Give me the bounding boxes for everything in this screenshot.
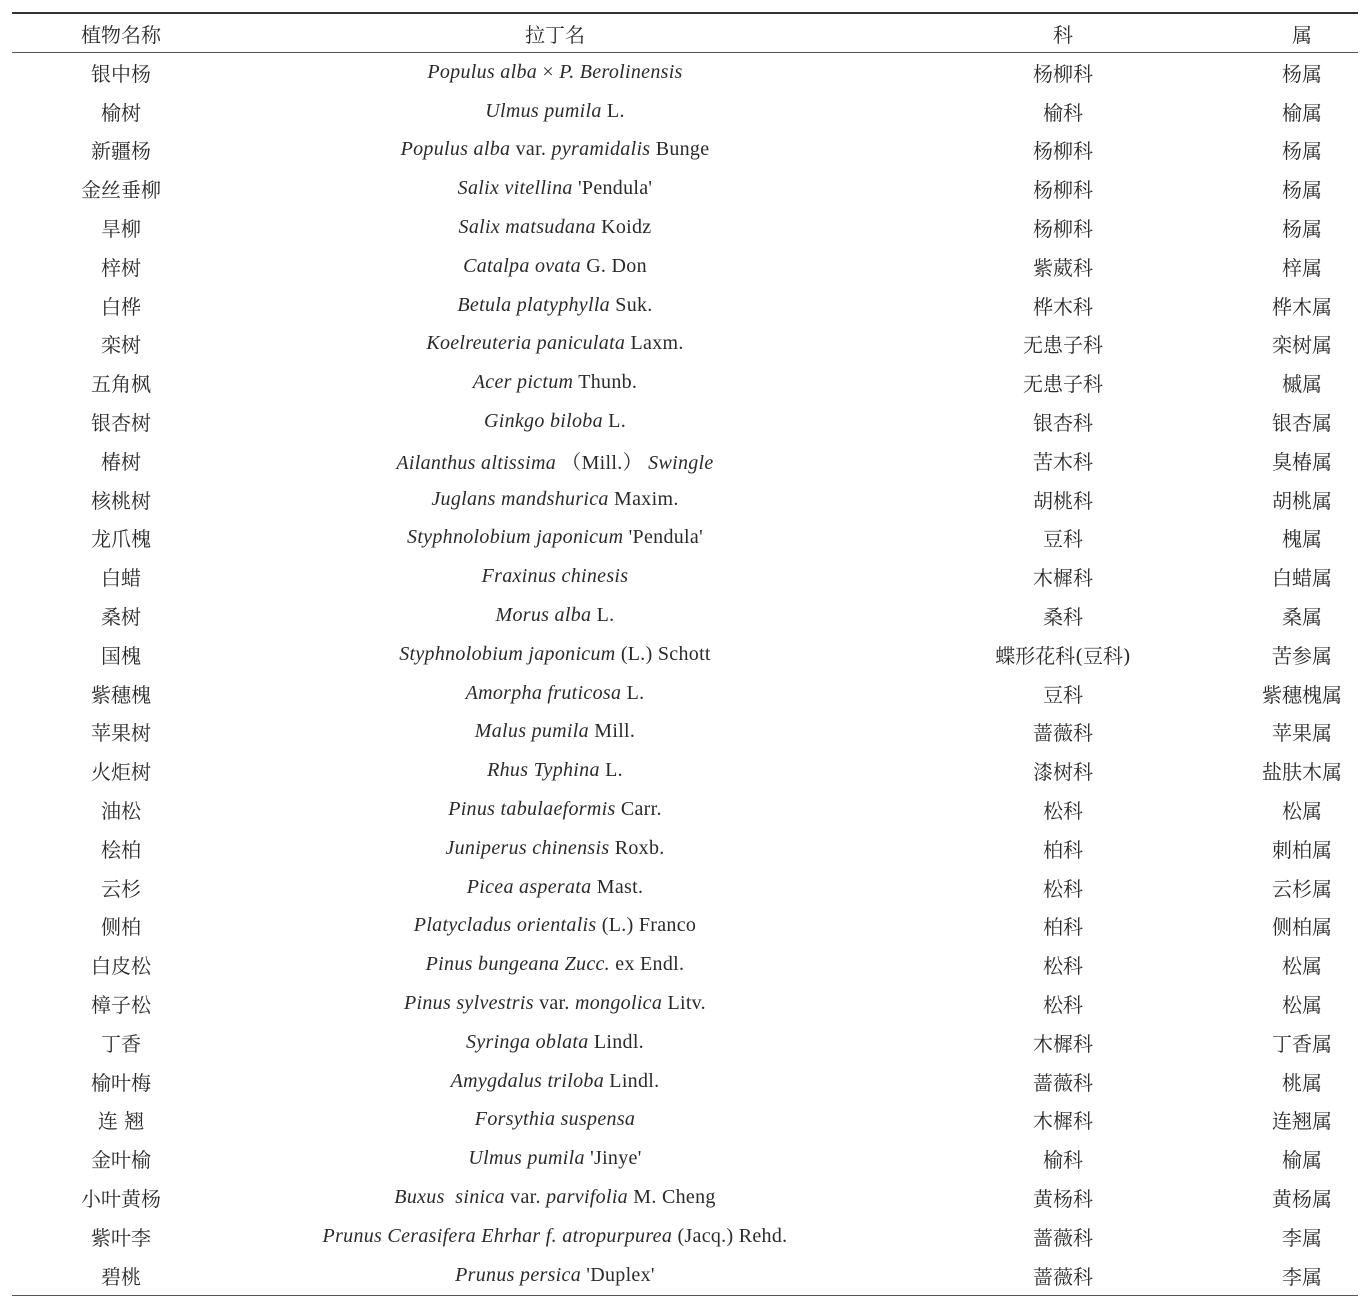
- genus-cell: 云杉属: [1272, 876, 1332, 901]
- plant-name-cell: 核桃树: [91, 488, 151, 513]
- genus-cell: 松属: [1282, 954, 1322, 979]
- plant-name-cell: 丁香: [101, 1031, 141, 1056]
- family-cell: 杨柳科: [1033, 217, 1093, 242]
- latin-italic-segment: parvifolia: [546, 1186, 628, 1208]
- plant-name-cell: 金叶榆: [91, 1148, 151, 1173]
- table-header: [12, 13, 1358, 53]
- plant-name-cell: 桑树: [101, 605, 141, 630]
- table-row: [12, 325, 1358, 364]
- table-row: [12, 596, 1358, 635]
- genus-cell: 丁香属: [1272, 1031, 1332, 1056]
- latin-name-cell: [230, 1101, 880, 1140]
- family-cell: 豆科: [1043, 527, 1083, 552]
- table-row: [12, 1178, 1358, 1217]
- latin-italic-segment: Syringa oblata: [466, 1030, 589, 1053]
- table-row: [12, 1062, 1358, 1101]
- table-row: [12, 286, 1358, 325]
- latin-name-cell: [230, 790, 880, 829]
- genus-cell: 黄杨属: [1272, 1187, 1332, 1211]
- genus-cell: 连翘属: [1272, 1109, 1332, 1134]
- family-cell: 榆科: [1043, 1148, 1083, 1173]
- latin-roman-segment: L.: [601, 99, 625, 122]
- table-row: [12, 1256, 1358, 1295]
- genus-cell: 胡桃属: [1272, 488, 1332, 513]
- latin-italic-segment: Juniperus chinensis: [445, 836, 610, 859]
- plant-name-cell: 连 翘: [97, 1109, 145, 1134]
- plant-name-cell: 侧柏: [101, 915, 141, 940]
- latin-italic-segment: Ailanthus altissima: [396, 451, 556, 474]
- latin-italic-segment: Picea asperata: [466, 875, 592, 898]
- latin-italic-segment: Salix vitellina: [457, 177, 573, 200]
- latin-roman-segment: ×: [537, 60, 560, 83]
- plant-name-cell: 苹果树: [91, 721, 151, 746]
- genus-cell: 白蜡属: [1272, 566, 1332, 591]
- latin-italic-segment: Populus alba: [400, 138, 511, 161]
- plant-name-cell: 银杏树: [91, 411, 151, 436]
- genus-cell: 李属: [1282, 1225, 1322, 1250]
- family-cell: 柏科: [1043, 915, 1083, 940]
- latin-roman-segment: 'Pendula': [623, 526, 703, 549]
- latin-name-cell: [230, 635, 880, 674]
- latin-roman-segment: (L.) Schott: [615, 642, 711, 665]
- latin-roman-segment: Litv.: [662, 992, 706, 1015]
- table-row: [12, 1101, 1358, 1140]
- family-cell: 木樨科: [1033, 566, 1093, 591]
- latin-name-cell: [230, 1217, 880, 1256]
- plant-name-cell: 龙爪槐: [91, 527, 151, 552]
- latin-roman-segment: Laxm.: [625, 332, 684, 355]
- table-row: [12, 713, 1358, 752]
- plant-name-cell: 旱柳: [101, 217, 141, 242]
- latin-name-cell: [230, 984, 880, 1023]
- genus-cell: 李属: [1282, 1264, 1322, 1289]
- table-row: [12, 131, 1358, 170]
- family-cell: 杨柳科: [1033, 178, 1093, 203]
- plant-name-cell: 白桦: [101, 294, 141, 319]
- latin-italic-segment: Amygdalus triloba: [450, 1069, 604, 1092]
- genus-cell: 苹果属: [1272, 721, 1332, 746]
- table-body: [12, 53, 1358, 1296]
- latin-roman-segment: 'Duplex': [581, 1263, 655, 1286]
- plant-name-cell: 椿树: [101, 449, 141, 474]
- latin-roman-segment: Lindl.: [604, 1069, 660, 1092]
- latin-name-cell: [230, 829, 880, 868]
- latin-roman-segment: 'Pendula': [572, 177, 653, 200]
- plant-name-cell: 五角枫: [91, 372, 151, 397]
- table-row: [12, 53, 1358, 92]
- family-cell: 无患子科: [1023, 333, 1103, 358]
- latin-italic-segment: Pinus bungeana Zucc.: [425, 953, 610, 976]
- genus-cell: 紫穗槐属: [1262, 682, 1342, 707]
- table-row: [12, 674, 1358, 713]
- genus-cell: 桃属: [1282, 1070, 1322, 1095]
- family-cell: 桦木科: [1033, 294, 1093, 319]
- plant-species-table: [12, 12, 1358, 1296]
- family-cell: 蔷薇科: [1033, 1070, 1093, 1095]
- table-row: [12, 519, 1358, 558]
- family-cell: 豆科: [1043, 682, 1083, 707]
- latin-name-cell: [230, 169, 880, 208]
- latin-italic-segment: P. Berolinensis: [559, 60, 683, 83]
- latin-roman-segment: L.: [621, 681, 645, 704]
- family-cell: 杨柳科: [1033, 139, 1093, 164]
- latin-roman-segment: Mill.: [588, 720, 636, 743]
- latin-roman-segment: M. Cheng: [627, 1186, 716, 1208]
- latin-italic-segment: Styphnolobium japonicum: [399, 642, 616, 665]
- latin-name-cell: [230, 441, 880, 480]
- latin-name-cell: [230, 1139, 880, 1178]
- table-row: [12, 868, 1358, 907]
- latin-italic-segment: Populus alba: [427, 60, 538, 83]
- family-cell: 松科: [1043, 799, 1083, 824]
- plant-name-cell: 云杉: [101, 876, 141, 901]
- family-cell: 松科: [1043, 954, 1083, 979]
- genus-cell: 盐肤木属: [1262, 760, 1342, 785]
- plant-name-cell: 新疆杨: [91, 139, 151, 164]
- latin-roman-segment: （Mill.）: [556, 451, 649, 474]
- table-row: [12, 557, 1358, 596]
- latin-name-cell: [230, 868, 880, 907]
- plant-name-cell: 碧桃: [101, 1264, 141, 1289]
- latin-italic-segment: Juglans mandshurica: [431, 487, 609, 510]
- latin-name-cell: [230, 945, 880, 984]
- latin-italic-segment: Buxus sinica: [394, 1186, 505, 1208]
- table-row: [12, 635, 1358, 674]
- table-row: [12, 984, 1358, 1023]
- latin-name-cell: [230, 1062, 880, 1101]
- table-row: [12, 907, 1358, 946]
- latin-roman-segment: Maxim.: [608, 487, 679, 510]
- family-cell: 木樨科: [1033, 1031, 1093, 1056]
- latin-roman-segment: G. Don: [580, 254, 647, 277]
- header-genus: 属: [1292, 22, 1312, 47]
- latin-roman-segment: ex Endl.: [609, 953, 685, 976]
- latin-italic-segment: Malus pumila: [474, 720, 589, 743]
- latin-italic-segment: Amorpha fruticosa: [465, 681, 622, 704]
- genus-cell: 臭椿属: [1272, 449, 1332, 474]
- latin-italic-segment: Betula platyphylla: [457, 293, 610, 316]
- latin-italic-segment: Salix matsudana: [458, 216, 596, 239]
- table-row: [12, 441, 1358, 480]
- plant-name-cell: 栾树: [101, 333, 141, 358]
- latin-roman-segment: Lindl.: [588, 1030, 644, 1053]
- plant-name-cell: 榆叶梅: [91, 1070, 151, 1095]
- family-cell: 无患子科: [1023, 372, 1103, 397]
- latin-roman-segment: Suk.: [609, 293, 653, 316]
- latin-italic-segment: Ulmus pumila: [468, 1147, 585, 1170]
- plant-name-cell: 樟子松: [91, 993, 151, 1018]
- plant-name-cell: 白蜡: [101, 566, 141, 591]
- latin-roman-segment: var.: [510, 138, 552, 161]
- family-cell: 松科: [1043, 876, 1083, 901]
- family-cell: 胡桃科: [1033, 488, 1093, 513]
- latin-roman-segment: Roxb.: [609, 836, 665, 859]
- genus-cell: 银杏属: [1272, 411, 1332, 436]
- table-row: [12, 1023, 1358, 1062]
- genus-cell: 苦参属: [1272, 643, 1332, 668]
- latin-roman-segment: 'Jinye': [584, 1147, 642, 1170]
- family-cell: 紫葳科: [1033, 255, 1093, 280]
- latin-italic-segment: Prunus Cerasifera Ehrhar f. atropurpurea: [322, 1224, 673, 1247]
- latin-name-cell: [230, 53, 880, 92]
- latin-name-cell: [230, 480, 880, 519]
- family-cell: 蔷薇科: [1033, 721, 1093, 746]
- family-cell: 黄杨科: [1033, 1187, 1093, 1211]
- plant-table-container: [12, 12, 1358, 1296]
- table-row: [12, 402, 1358, 441]
- latin-name-cell: [230, 363, 880, 402]
- latin-italic-segment: Morus alba: [495, 604, 592, 627]
- family-cell: 漆树科: [1033, 760, 1093, 785]
- genus-cell: 刺柏属: [1272, 837, 1332, 862]
- plant-name-cell: 桧柏: [101, 837, 141, 862]
- latin-italic-segment: Styphnolobium japonicum: [407, 526, 624, 549]
- table-row: [12, 480, 1358, 519]
- table-row: [12, 247, 1358, 286]
- latin-roman-segment: var.: [504, 1186, 547, 1208]
- latin-name-cell: [230, 1023, 880, 1062]
- header-plant-name: 植物名称: [81, 22, 161, 47]
- plant-name-cell: 榆树: [101, 100, 141, 125]
- latin-roman-segment: L.: [599, 759, 623, 782]
- plant-name-cell: 银中杨: [91, 61, 151, 86]
- latin-roman-segment: Mast.: [591, 875, 644, 898]
- genus-cell: 栾树属: [1272, 333, 1332, 358]
- latin-name-cell: [230, 286, 880, 325]
- latin-name-cell: [230, 751, 880, 790]
- plant-name-cell: 金丝垂柳: [81, 178, 161, 203]
- latin-roman-segment: var.: [533, 992, 576, 1015]
- genus-cell: 桦木属: [1272, 294, 1332, 319]
- plant-name-cell: 紫叶李: [91, 1225, 151, 1250]
- header-row: [12, 13, 1358, 53]
- plant-name-cell: 白皮松: [91, 954, 151, 979]
- family-cell: 杨柳科: [1033, 61, 1093, 86]
- latin-roman-segment: L.: [602, 410, 626, 433]
- table-row: [12, 363, 1358, 402]
- latin-roman-segment: Carr.: [615, 798, 662, 821]
- latin-roman-segment: Bunge: [650, 138, 710, 161]
- latin-italic-segment: Fraxinus chinesis: [481, 565, 629, 588]
- genus-cell: 杨属: [1282, 61, 1322, 86]
- latin-name-cell: [230, 325, 880, 364]
- family-cell: 蝶形花科(豆科): [995, 643, 1131, 668]
- table-row: [12, 829, 1358, 868]
- genus-cell: 杨属: [1282, 217, 1322, 242]
- latin-italic-segment: pyramidalis: [551, 138, 651, 161]
- latin-italic-segment: Pinus tabulaeformis: [448, 798, 616, 821]
- latin-roman-segment: Thunb.: [573, 371, 638, 394]
- genus-cell: 松属: [1282, 993, 1322, 1018]
- genus-cell: 槭属: [1282, 372, 1322, 397]
- latin-italic-segment: Forsythia suspensa: [474, 1108, 636, 1131]
- latin-italic-segment: Catalpa ovata: [463, 254, 581, 277]
- genus-cell: 榆属: [1282, 100, 1322, 125]
- family-cell: 榆科: [1043, 100, 1083, 125]
- latin-italic-segment: Platycladus orientalis: [413, 914, 597, 937]
- genus-cell: 杨属: [1282, 178, 1322, 203]
- genus-cell: 杨属: [1282, 139, 1322, 164]
- latin-name-cell: [230, 247, 880, 286]
- table-row: [12, 945, 1358, 984]
- genus-cell: 侧柏属: [1272, 915, 1332, 940]
- latin-name-cell: [230, 1256, 880, 1295]
- latin-italic-segment: Ginkgo biloba: [483, 410, 603, 433]
- latin-italic-segment: Swingle: [648, 451, 714, 474]
- latin-name-cell: [230, 208, 880, 247]
- latin-italic-segment: Prunus persica: [455, 1263, 582, 1286]
- latin-italic-segment: Koelreuteria paniculata: [426, 332, 626, 355]
- genus-cell: 槐属: [1282, 527, 1322, 552]
- family-cell: 柏科: [1043, 837, 1083, 862]
- family-cell: 苦木科: [1033, 449, 1093, 474]
- table-row: [12, 1139, 1358, 1178]
- table-row: [12, 1217, 1358, 1256]
- latin-name-cell: [230, 519, 880, 558]
- latin-name-cell: [230, 596, 880, 635]
- plant-name-cell: 油松: [101, 799, 141, 824]
- latin-italic-segment: Acer pictum: [472, 371, 574, 394]
- family-cell: 桑科: [1043, 605, 1083, 630]
- latin-italic-segment: Pinus sylvestris: [403, 992, 534, 1015]
- family-cell: 蔷薇科: [1033, 1225, 1093, 1250]
- family-cell: 银杏科: [1033, 411, 1093, 436]
- latin-roman-segment: (Jacq.) Rehd.: [672, 1224, 788, 1247]
- latin-name-cell: [230, 557, 880, 596]
- latin-roman-segment: Koidz: [595, 216, 652, 239]
- family-cell: 木樨科: [1033, 1109, 1093, 1134]
- latin-name-cell: [230, 1178, 880, 1217]
- latin-roman-segment: (L.) Franco: [596, 914, 697, 937]
- table-row: [12, 92, 1358, 131]
- plant-name-cell: 火炬树: [91, 760, 151, 785]
- table-row: [12, 208, 1358, 247]
- latin-roman-segment: L.: [591, 604, 615, 627]
- family-cell: 松科: [1043, 993, 1083, 1018]
- table-row: [12, 790, 1358, 829]
- latin-name-cell: [230, 402, 880, 441]
- latin-name-cell: [230, 92, 880, 131]
- latin-italic-segment: Ulmus pumila: [485, 99, 602, 122]
- table-row: [12, 751, 1358, 790]
- family-cell: 蔷薇科: [1033, 1264, 1093, 1289]
- latin-name-cell: [230, 674, 880, 713]
- plant-name-cell: 小叶黄杨: [81, 1187, 161, 1211]
- genus-cell: 梓属: [1282, 255, 1322, 280]
- plant-name-cell: 国槐: [101, 643, 141, 668]
- header-family: 科: [1053, 22, 1073, 47]
- plant-name-cell: 紫穗槐: [91, 682, 151, 707]
- genus-cell: 松属: [1282, 799, 1322, 824]
- table-row: [12, 169, 1358, 208]
- latin-name-cell: [230, 713, 880, 752]
- genus-cell: 榆属: [1282, 1148, 1322, 1173]
- latin-italic-segment: mongolica: [575, 992, 663, 1015]
- header-latin-name: 拉丁名: [525, 22, 585, 47]
- latin-name-cell: [230, 907, 880, 946]
- genus-cell: 桑属: [1282, 605, 1322, 630]
- plant-name-cell: 梓树: [101, 255, 141, 280]
- latin-name-cell: [230, 131, 880, 170]
- latin-italic-segment: Rhus Typhina: [487, 759, 600, 782]
